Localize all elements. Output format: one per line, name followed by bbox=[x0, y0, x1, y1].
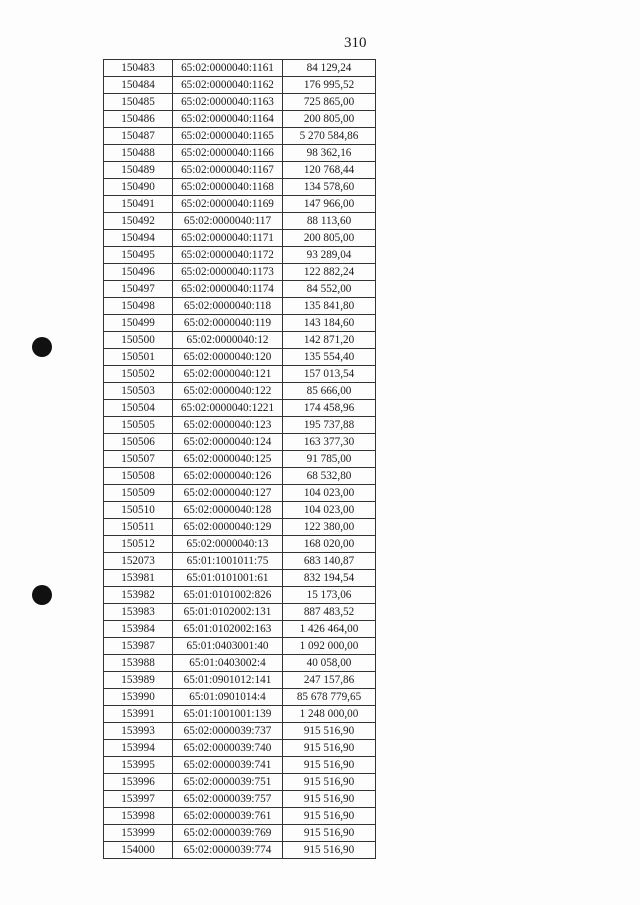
table-row bbox=[104, 808, 376, 825]
cadastral-value-cell: 68 532,80 bbox=[283, 468, 376, 485]
cadastral-value-cell: 104 023,00 bbox=[283, 502, 376, 519]
record-number-cell: 153995 bbox=[104, 757, 173, 774]
cadastral-value-cell: 832 194,54 bbox=[283, 570, 376, 587]
cadastral-value-cell: 135 554,40 bbox=[283, 349, 376, 366]
table-row bbox=[104, 128, 376, 145]
record-number-cell: 150488 bbox=[104, 145, 173, 162]
cadastral-number-cell: 65:02:0000040:1167 bbox=[173, 162, 283, 179]
cadastral-value-cell: 91 785,00 bbox=[283, 451, 376, 468]
record-number-cell: 150511 bbox=[104, 519, 173, 536]
cadastral-number-cell: 65:02:0000040:123 bbox=[173, 417, 283, 434]
record-number-cell: 152073 bbox=[104, 553, 173, 570]
cadastral-value-cell: 15 173,06 bbox=[283, 587, 376, 604]
table-row bbox=[104, 230, 376, 247]
cadastral-value-cell: 1 426 464,00 bbox=[283, 621, 376, 638]
cadastral-number-cell: 65:02:0000040:129 bbox=[173, 519, 283, 536]
cadastral-number-cell: 65:02:0000040:120 bbox=[173, 349, 283, 366]
table-row bbox=[104, 179, 376, 196]
table-row bbox=[104, 383, 376, 400]
cadastral-number-cell: 65:02:0000040:12 bbox=[173, 332, 283, 349]
cadastral-value-cell: 40 058,00 bbox=[283, 655, 376, 672]
cadastral-value-cell: 93 289,04 bbox=[283, 247, 376, 264]
record-number-cell: 150500 bbox=[104, 332, 173, 349]
cadastral-value-cell: 176 995,52 bbox=[283, 77, 376, 94]
table-row bbox=[104, 400, 376, 417]
cadastral-number-cell: 65:02:0000039:737 bbox=[173, 723, 283, 740]
cadastral-value-cell: 84 552,00 bbox=[283, 281, 376, 298]
record-number-cell: 153987 bbox=[104, 638, 173, 655]
cadastral-number-cell: 65:02:0000040:1174 bbox=[173, 281, 283, 298]
record-number-cell: 150491 bbox=[104, 196, 173, 213]
table-row bbox=[104, 587, 376, 604]
cadastral-value-cell: 134 578,60 bbox=[283, 179, 376, 196]
cadastral-number-cell: 65:01:0101002:826 bbox=[173, 587, 283, 604]
table-row bbox=[104, 553, 376, 570]
cadastral-number-cell: 65:01:0403001:40 bbox=[173, 638, 283, 655]
record-number-cell: 153997 bbox=[104, 791, 173, 808]
record-number-cell: 150501 bbox=[104, 349, 173, 366]
record-number-cell: 153983 bbox=[104, 604, 173, 621]
cadastral-value-cell: 143 184,60 bbox=[283, 315, 376, 332]
record-number-cell: 150494 bbox=[104, 230, 173, 247]
registry-table-body bbox=[104, 60, 376, 859]
cadastral-number-cell: 65:02:0000040:119 bbox=[173, 315, 283, 332]
cadastral-value-cell: 200 805,00 bbox=[283, 230, 376, 247]
cadastral-value-cell: 915 516,90 bbox=[283, 723, 376, 740]
table-row bbox=[104, 162, 376, 179]
table-row bbox=[104, 485, 376, 502]
table-row bbox=[104, 672, 376, 689]
cadastral-value-cell: 5 270 584,86 bbox=[283, 128, 376, 145]
cadastral-number-cell: 65:02:0000040:118 bbox=[173, 298, 283, 315]
table-row bbox=[104, 145, 376, 162]
cadastral-value-cell: 122 380,00 bbox=[283, 519, 376, 536]
table-row bbox=[104, 434, 376, 451]
table-row bbox=[104, 264, 376, 281]
record-number-cell: 150497 bbox=[104, 281, 173, 298]
table-row bbox=[104, 213, 376, 230]
cadastral-number-cell: 65:02:0000039:740 bbox=[173, 740, 283, 757]
record-number-cell: 150512 bbox=[104, 536, 173, 553]
table-row bbox=[104, 740, 376, 757]
record-number-cell: 150510 bbox=[104, 502, 173, 519]
table-row bbox=[104, 349, 376, 366]
record-number-cell: 153989 bbox=[104, 672, 173, 689]
cadastral-value-cell: 122 882,24 bbox=[283, 264, 376, 281]
cadastral-value-cell: 247 157,86 bbox=[283, 672, 376, 689]
cadastral-number-cell: 65:02:0000039:751 bbox=[173, 774, 283, 791]
registry-table bbox=[103, 59, 376, 859]
cadastral-value-cell: 200 805,00 bbox=[283, 111, 376, 128]
table-row bbox=[104, 451, 376, 468]
record-number-cell: 150498 bbox=[104, 298, 173, 315]
cadastral-number-cell: 65:02:0000040:1164 bbox=[173, 111, 283, 128]
cadastral-number-cell: 65:02:0000039:761 bbox=[173, 808, 283, 825]
cadastral-number-cell: 65:02:0000040:1165 bbox=[173, 128, 283, 145]
record-number-cell: 154000 bbox=[104, 842, 173, 859]
cadastral-number-cell: 65:02:0000040:1172 bbox=[173, 247, 283, 264]
table-row bbox=[104, 791, 376, 808]
record-number-cell: 150506 bbox=[104, 434, 173, 451]
cadastral-value-cell: 85 666,00 bbox=[283, 383, 376, 400]
record-number-cell: 153990 bbox=[104, 689, 173, 706]
table-row bbox=[104, 621, 376, 638]
cadastral-value-cell: 163 377,30 bbox=[283, 434, 376, 451]
cadastral-number-cell: 65:02:0000040:1168 bbox=[173, 179, 283, 196]
cadastral-value-cell: 142 871,20 bbox=[283, 332, 376, 349]
record-number-cell: 153984 bbox=[104, 621, 173, 638]
table-row bbox=[104, 842, 376, 859]
record-number-cell: 150507 bbox=[104, 451, 173, 468]
cadastral-value-cell: 683 140,87 bbox=[283, 553, 376, 570]
table-row bbox=[104, 723, 376, 740]
cadastral-number-cell: 65:02:0000039:774 bbox=[173, 842, 283, 859]
cadastral-value-cell: 915 516,90 bbox=[283, 740, 376, 757]
cadastral-value-cell: 88 113,60 bbox=[283, 213, 376, 230]
record-number-cell: 150505 bbox=[104, 417, 173, 434]
cadastral-value-cell: 168 020,00 bbox=[283, 536, 376, 553]
cadastral-value-cell: 135 841,80 bbox=[283, 298, 376, 315]
record-number-cell: 150508 bbox=[104, 468, 173, 485]
table-row bbox=[104, 77, 376, 94]
cadastral-number-cell: 65:02:0000040:122 bbox=[173, 383, 283, 400]
table-row bbox=[104, 111, 376, 128]
cadastral-number-cell: 65:02:0000040:117 bbox=[173, 213, 283, 230]
cadastral-number-cell: 65:02:0000039:757 bbox=[173, 791, 283, 808]
record-number-cell: 150483 bbox=[104, 60, 173, 77]
cadastral-value-cell: 157 013,54 bbox=[283, 366, 376, 383]
cadastral-number-cell: 65:01:0901012:141 bbox=[173, 672, 283, 689]
cadastral-value-cell: 915 516,90 bbox=[283, 791, 376, 808]
cadastral-number-cell: 65:01:1001011:75 bbox=[173, 553, 283, 570]
table-row bbox=[104, 706, 376, 723]
cadastral-number-cell: 65:02:0000040:1169 bbox=[173, 196, 283, 213]
record-number-cell: 150486 bbox=[104, 111, 173, 128]
cadastral-value-cell: 147 966,00 bbox=[283, 196, 376, 213]
record-number-cell: 150487 bbox=[104, 128, 173, 145]
cadastral-number-cell: 65:02:0000040:1163 bbox=[173, 94, 283, 111]
table-row bbox=[104, 570, 376, 587]
cadastral-number-cell: 65:01:0101001:61 bbox=[173, 570, 283, 587]
cadastral-number-cell: 65:02:0000040:121 bbox=[173, 366, 283, 383]
cadastral-value-cell: 1 092 000,00 bbox=[283, 638, 376, 655]
cadastral-value-cell: 174 458,96 bbox=[283, 400, 376, 417]
cadastral-number-cell: 65:02:0000039:741 bbox=[173, 757, 283, 774]
cadastral-number-cell: 65:01:0102002:163 bbox=[173, 621, 283, 638]
punch-hole bbox=[32, 585, 52, 605]
table-row bbox=[104, 536, 376, 553]
cadastral-number-cell: 65:01:0403002:4 bbox=[173, 655, 283, 672]
table-row bbox=[104, 417, 376, 434]
table-row bbox=[104, 655, 376, 672]
cadastral-number-cell: 65:02:0000040:128 bbox=[173, 502, 283, 519]
table-row bbox=[104, 502, 376, 519]
record-number-cell: 153993 bbox=[104, 723, 173, 740]
page-number: 310 bbox=[344, 35, 367, 51]
record-number-cell: 153982 bbox=[104, 587, 173, 604]
table-row bbox=[104, 519, 376, 536]
cadastral-value-cell: 85 678 779,65 bbox=[283, 689, 376, 706]
cadastral-number-cell: 65:02:0000040:1221 bbox=[173, 400, 283, 417]
record-number-cell: 150495 bbox=[104, 247, 173, 264]
cadastral-value-cell: 915 516,90 bbox=[283, 774, 376, 791]
cadastral-value-cell: 1 248 000,00 bbox=[283, 706, 376, 723]
record-number-cell: 153991 bbox=[104, 706, 173, 723]
cadastral-number-cell: 65:02:0000040:127 bbox=[173, 485, 283, 502]
cadastral-value-cell: 915 516,90 bbox=[283, 808, 376, 825]
table-row bbox=[104, 94, 376, 111]
table-row bbox=[104, 196, 376, 213]
record-number-cell: 153994 bbox=[104, 740, 173, 757]
cadastral-value-cell: 915 516,90 bbox=[283, 825, 376, 842]
record-number-cell: 153999 bbox=[104, 825, 173, 842]
record-number-cell: 150499 bbox=[104, 315, 173, 332]
table-row bbox=[104, 315, 376, 332]
cadastral-value-cell: 915 516,90 bbox=[283, 757, 376, 774]
cadastral-number-cell: 65:02:0000040:1171 bbox=[173, 230, 283, 247]
cadastral-number-cell: 65:01:0102002:131 bbox=[173, 604, 283, 621]
cadastral-value-cell: 84 129,24 bbox=[283, 60, 376, 77]
cadastral-value-cell: 915 516,90 bbox=[283, 842, 376, 859]
record-number-cell: 150509 bbox=[104, 485, 173, 502]
record-number-cell: 150490 bbox=[104, 179, 173, 196]
table-row bbox=[104, 281, 376, 298]
record-number-cell: 150484 bbox=[104, 77, 173, 94]
table-row bbox=[104, 247, 376, 264]
record-number-cell: 150485 bbox=[104, 94, 173, 111]
table-row bbox=[104, 604, 376, 621]
table-row bbox=[104, 825, 376, 842]
table-row bbox=[104, 757, 376, 774]
cadastral-value-cell: 725 865,00 bbox=[283, 94, 376, 111]
cadastral-value-cell: 98 362,16 bbox=[283, 145, 376, 162]
cadastral-value-cell: 104 023,00 bbox=[283, 485, 376, 502]
record-number-cell: 153981 bbox=[104, 570, 173, 587]
cadastral-number-cell: 65:02:0000040:1161 bbox=[173, 60, 283, 77]
record-number-cell: 153988 bbox=[104, 655, 173, 672]
record-number-cell: 153996 bbox=[104, 774, 173, 791]
table-row bbox=[104, 774, 376, 791]
cadastral-number-cell: 65:02:0000039:769 bbox=[173, 825, 283, 842]
cadastral-number-cell: 65:02:0000040:13 bbox=[173, 536, 283, 553]
record-number-cell: 150489 bbox=[104, 162, 173, 179]
table-row bbox=[104, 366, 376, 383]
cadastral-number-cell: 65:02:0000040:124 bbox=[173, 434, 283, 451]
record-number-cell: 153998 bbox=[104, 808, 173, 825]
record-number-cell: 150496 bbox=[104, 264, 173, 281]
record-number-cell: 150504 bbox=[104, 400, 173, 417]
table-row bbox=[104, 689, 376, 706]
punch-hole bbox=[32, 337, 52, 357]
cadastral-number-cell: 65:02:0000040:1162 bbox=[173, 77, 283, 94]
cadastral-number-cell: 65:02:0000040:125 bbox=[173, 451, 283, 468]
cadastral-value-cell: 887 483,52 bbox=[283, 604, 376, 621]
record-number-cell: 150503 bbox=[104, 383, 173, 400]
cadastral-value-cell: 120 768,44 bbox=[283, 162, 376, 179]
cadastral-number-cell: 65:01:1001001:139 bbox=[173, 706, 283, 723]
table-row bbox=[104, 332, 376, 349]
table-row bbox=[104, 298, 376, 315]
cadastral-number-cell: 65:02:0000040:126 bbox=[173, 468, 283, 485]
table-row bbox=[104, 638, 376, 655]
table-row bbox=[104, 60, 376, 77]
cadastral-number-cell: 65:01:0901014:4 bbox=[173, 689, 283, 706]
cadastral-value-cell: 195 737,88 bbox=[283, 417, 376, 434]
record-number-cell: 150502 bbox=[104, 366, 173, 383]
cadastral-number-cell: 65:02:0000040:1166 bbox=[173, 145, 283, 162]
table-row bbox=[104, 468, 376, 485]
cadastral-number-cell: 65:02:0000040:1173 bbox=[173, 264, 283, 281]
record-number-cell: 150492 bbox=[104, 213, 173, 230]
